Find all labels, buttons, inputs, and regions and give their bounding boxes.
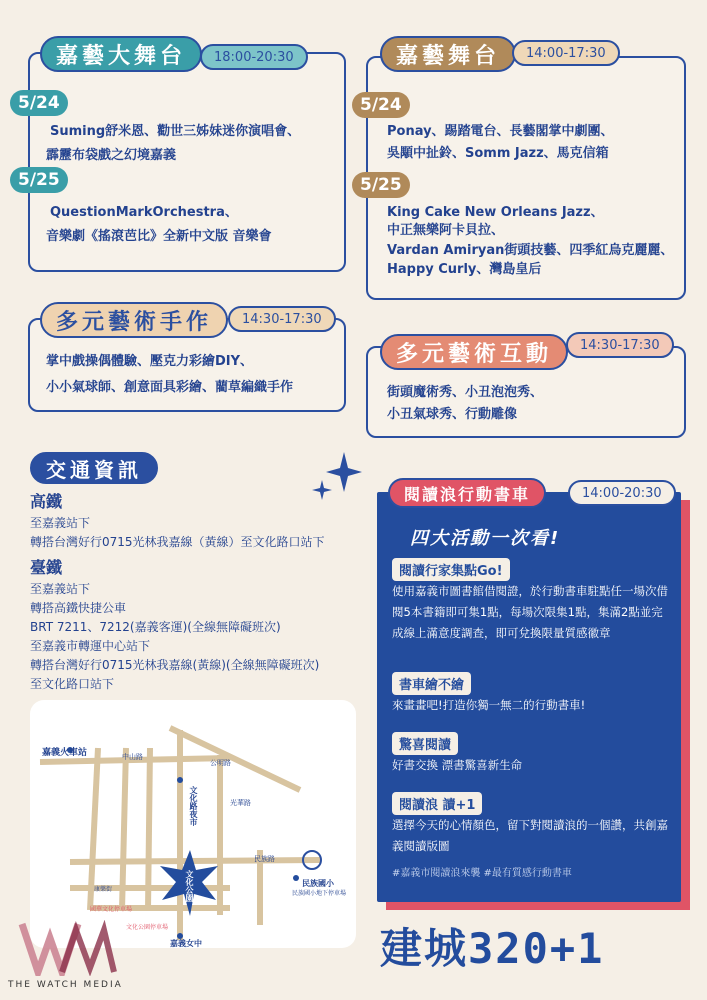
traffic-hsr-block [30, 490, 325, 552]
bookcar-a4: 閱讀浪 讀+1 [392, 792, 482, 815]
bookcar-a2: 書車繪不繪 [392, 672, 471, 695]
bookcar-a3: 驚喜閱讀 [392, 732, 458, 755]
map-chuyi-park: 文化公園停車場 [126, 924, 169, 931]
stage2-line4: 中正無樂阿卡貝拉、 [387, 223, 505, 238]
traffic-tra4: 至嘉義市轉運中心站下 [30, 639, 151, 653]
craft-line1: 掌中戲操偶體驗、壓克力彩繪DIY、 [46, 354, 254, 369]
stage2-line3: King Cake New Orleans Jazz、 [387, 205, 604, 220]
bookcar-activity4 [392, 792, 668, 857]
bookcar-a4text: 選擇今天的心情顏色，留下對閱讀浪的一個讚，共創嘉義閱讀版圖 [392, 818, 668, 853]
traffic-hsr1: 至嘉義站下 [30, 516, 91, 530]
stage2-line2: 吳顒中扯鈴、Somm Jazz、馬克信箱 [387, 146, 609, 161]
bookcar-headline: 四大活動一次看! [410, 528, 561, 549]
traffic-hsr: 高鐵 [30, 492, 63, 511]
map-culture-park: 文化公園 [185, 870, 194, 902]
stage2-time: 14:00-17:30 [512, 40, 620, 66]
sparkle-icon [312, 452, 362, 504]
stage1-line1: Suming舒米恩、勸世三姊妹迷你演唱會、 [50, 124, 301, 139]
map-minzu-parking: 民族國小地下停車場 [292, 890, 347, 897]
map [30, 700, 356, 948]
map-gongming: 公明路 [210, 759, 231, 767]
interact-line2: 小丑氣球秀、行動雕像 [387, 407, 518, 422]
stage1-line4: 音樂劇《搖滾芭比》全新中文版 音樂會 [46, 229, 272, 244]
map-parking2: 國華文化停車場 [90, 906, 133, 913]
stage1-line3: QuestionMarkOrchestra、 [50, 205, 238, 220]
bookcar-title: 閱讀浪行動書車 [388, 478, 546, 508]
traffic-hsr2: 轉搭台灣好行0715光林我嘉線（黃線）至文化路口站下 [30, 535, 325, 549]
traffic-tra3: BRT 7211、7212(嘉義客運)(全線無障礙班次) [30, 620, 281, 634]
stage2-line1: Ponay、踢踏電台、長藝閣掌中劇團、 [387, 124, 614, 139]
footer-brand: THE WATCH MEDIA [8, 980, 123, 990]
map-girls-school: 嘉義女中 [170, 939, 202, 948]
traffic-tra5: 轉搭台灣好行0715光林我嘉線(黃線)(全線無障礙班次) [30, 658, 320, 672]
map-minzu: 民族路 [254, 855, 275, 863]
map-kangle: 康樂街 [94, 886, 113, 893]
bookcar-time: 14:00-20:30 [568, 480, 676, 506]
stage2-date1: 5/24 [352, 92, 410, 118]
bookcar-activity3 [392, 732, 668, 776]
map-guanghua: 光華路 [230, 799, 251, 807]
map-station: 嘉義火車站 [42, 748, 88, 758]
stage1-date2: 5/25 [10, 167, 68, 193]
stage1-time: 18:00-20:30 [200, 44, 308, 70]
stage2-title: 嘉藝舞台 [380, 36, 516, 72]
footer-slogan: 建城320+1 [380, 924, 605, 973]
traffic-tra2: 轉搭高鐵快捷公車 [30, 601, 127, 615]
bookcar-a3text: 好書交換 漂書驚喜新生命 [392, 758, 523, 772]
map-culture-night: 文化路夜市 [189, 786, 198, 826]
bookcar-tags: #嘉義市閱讀浪來襲 #最有質感行動書車 [392, 868, 572, 879]
interact-line1: 街頭魔術秀、小丑泡泡秀、 [387, 385, 544, 400]
traffic-tra: 臺鐵 [30, 558, 63, 577]
map-minzu-school: 民族國小 [302, 879, 334, 888]
craft-time: 14:30-17:30 [228, 306, 336, 332]
stage2-date2: 5/25 [352, 172, 410, 198]
stage1-date1: 5/24 [10, 90, 68, 116]
map-zhongshan: 中山路 [122, 753, 143, 761]
traffic-title: 交通資訊 [30, 452, 158, 484]
stage2-line5: Vardan Amiryan街頭技藝、四季紅烏克麗麗、 [387, 243, 674, 258]
traffic-tra6: 至文化路口站下 [30, 677, 115, 691]
interact-title: 多元藝術互動 [380, 334, 568, 370]
stage2-line6: Happy Curly、灣島皇后 [387, 262, 542, 277]
watch-media-logo-icon [18, 920, 118, 976]
traffic-tra-block [30, 556, 319, 694]
bookcar-a1: 閱讀行家集點Go! [392, 558, 510, 581]
bookcar-a1text: 使用嘉義市圖書館借閱證，於行動書車駐點任一場次借閱5本書籍即可集1點，每場次限集1點，集滿2點並完成線上滿意度調查，即可兌換限量質感徽章 [392, 584, 668, 640]
stage1-title: 嘉藝大舞台 [40, 36, 202, 72]
craft-title: 多元藝術手作 [40, 302, 228, 338]
bookcar-activity2 [392, 672, 668, 716]
traffic-tra1: 至嘉義站下 [30, 582, 91, 596]
craft-line2: 小小氣球師、創意面具彩繪、藺草編織手作 [46, 380, 294, 395]
bookcar-a2text: 來畫畫吧!打造你獨一無二的行動書車! [392, 698, 586, 712]
stage1-line2: 霹靂布袋戲之幻境嘉義 [46, 148, 177, 163]
interact-time: 14:30-17:30 [566, 332, 674, 358]
bookcar-activity1 [392, 558, 668, 644]
